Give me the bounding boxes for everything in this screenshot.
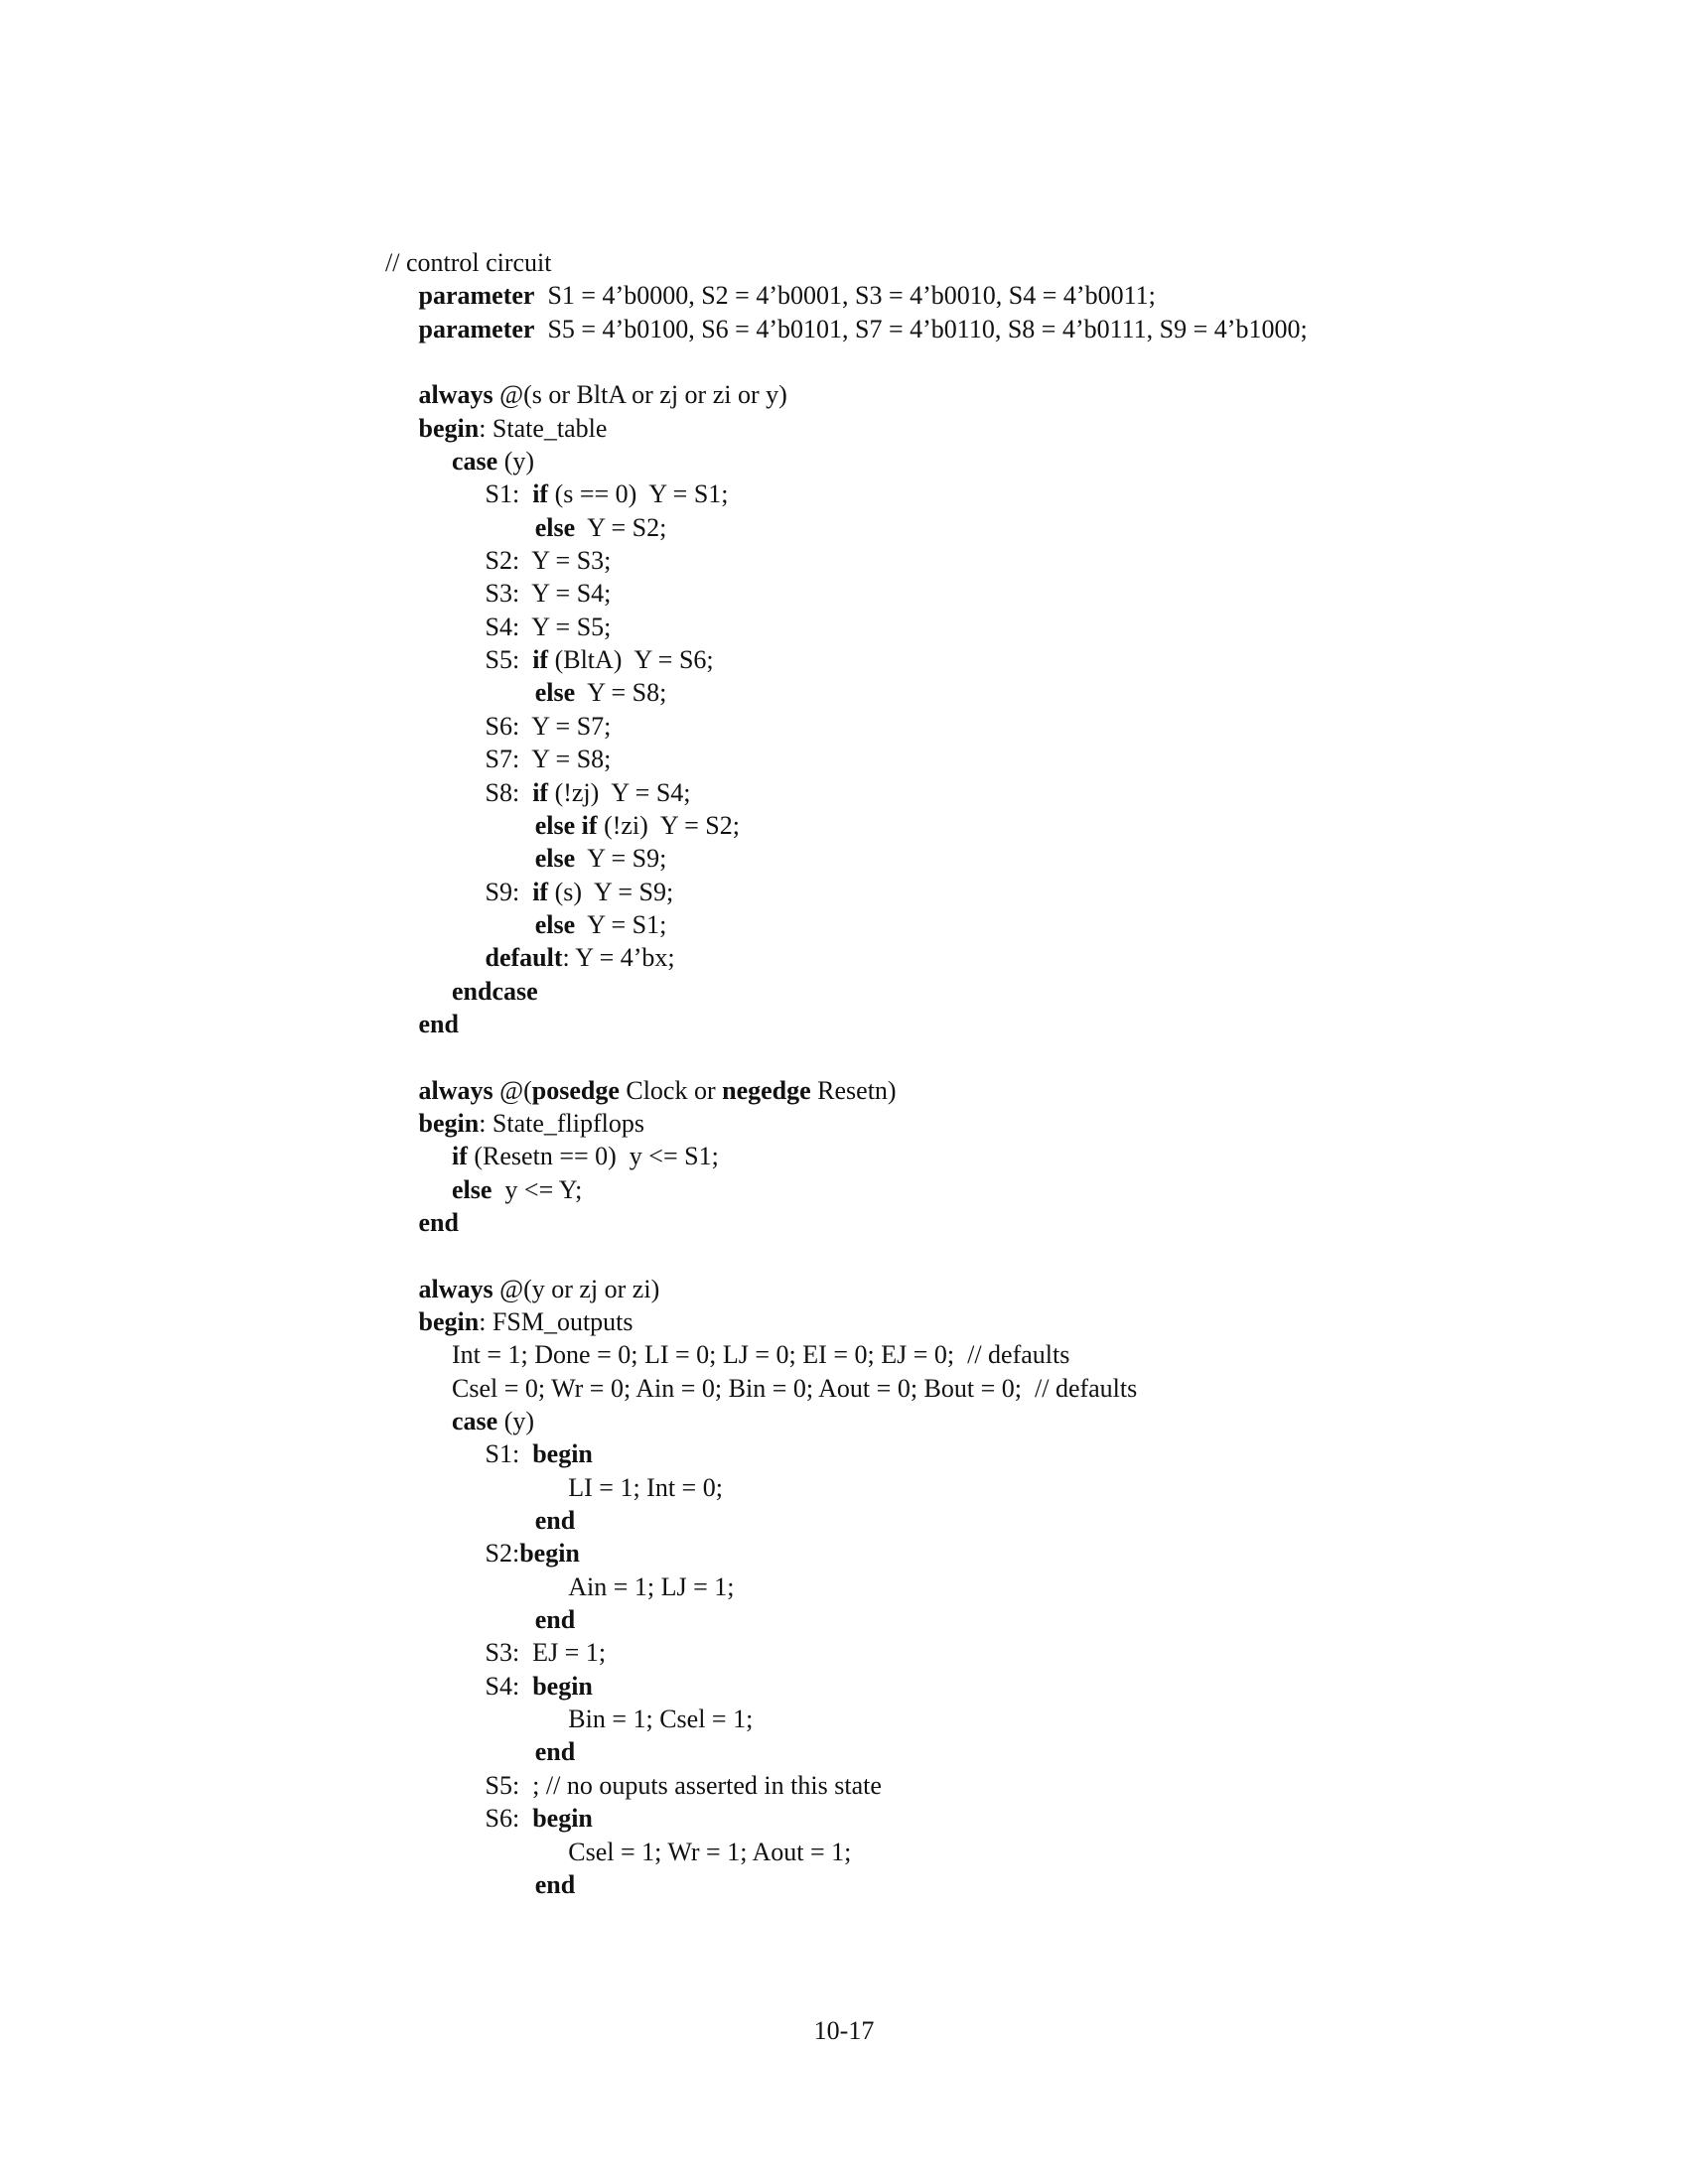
- code-keyword: else if: [534, 810, 598, 840]
- code-line: [385, 412, 1626, 445]
- code-text: (y): [497, 447, 535, 477]
- code-line: [385, 279, 1626, 312]
- code-line: [385, 1836, 1626, 1868]
- code-keyword: end: [534, 1737, 576, 1767]
- code-text: (!zj) Y = S4;: [548, 777, 691, 807]
- code-line: [385, 1703, 1626, 1735]
- code-line: [385, 1372, 1626, 1405]
- code-text: S1:: [485, 479, 533, 509]
- code-line: [385, 1239, 1626, 1272]
- code-text: Csel = 0; Wr = 0; Ain = 0; Bin = 0; Aout = 0; Bout = 0; // defaults: [452, 1373, 1138, 1403]
- code-keyword: if: [532, 645, 549, 675]
- code-keyword: always: [418, 1075, 493, 1105]
- code-keyword: endcase: [452, 976, 538, 1006]
- code-line: [385, 1338, 1626, 1371]
- code-line: [385, 1802, 1626, 1835]
- code-text: : Y = 4’bx;: [562, 943, 675, 973]
- code-line: [385, 611, 1626, 643]
- code-keyword: case: [452, 447, 498, 477]
- code-text: // control circuit: [385, 248, 552, 277]
- code-keyword: parameter: [418, 314, 535, 343]
- code-text: Y = S8;: [575, 678, 667, 708]
- code-text: @(y or zj or zi): [492, 1274, 660, 1303]
- code-line: [385, 1603, 1626, 1636]
- code-text: @(: [492, 1075, 532, 1105]
- code-keyword: begin: [418, 1108, 480, 1138]
- code-text: S9:: [485, 877, 533, 906]
- code-line: [385, 908, 1626, 941]
- code-line: [385, 1206, 1626, 1239]
- code-line: [385, 1504, 1626, 1537]
- code-keyword: default: [485, 943, 563, 973]
- code-line: [385, 1040, 1626, 1073]
- code-keyword: if: [532, 877, 549, 906]
- code-text: Y = S2;: [575, 512, 667, 542]
- code-line: [385, 809, 1626, 842]
- code-text: S3: Y = S4;: [485, 579, 612, 609]
- code-text: S8:: [485, 777, 533, 807]
- code-line: [385, 1173, 1626, 1206]
- code-keyword: begin: [418, 413, 480, 443]
- code-line: [385, 1008, 1626, 1040]
- code-keyword: else: [534, 909, 576, 939]
- code-text: S1 = 4’b0000, S2 = 4’b0001, S3 = 4’b0010, S4 = 4’b0011;: [534, 281, 1156, 311]
- code-keyword: else: [534, 512, 576, 542]
- code-line: [385, 1140, 1626, 1172]
- code-keyword: else: [452, 1174, 492, 1204]
- code-line: [385, 1305, 1626, 1338]
- code-text: S7: Y = S8;: [485, 745, 612, 774]
- code-line: [385, 313, 1626, 345]
- code-text: Bin = 1; Csel = 1;: [568, 1705, 754, 1734]
- code-text: S2: Y = S3;: [485, 546, 612, 576]
- code-line: [385, 478, 1626, 510]
- code-line: [385, 1570, 1626, 1603]
- code-keyword: case: [452, 1407, 498, 1436]
- code-keyword: if: [452, 1142, 468, 1171]
- code-text: Csel = 1; Wr = 1; Aout = 1;: [568, 1837, 852, 1866]
- code-text: Y = S9;: [575, 844, 667, 874]
- code-text: Resetn): [810, 1075, 897, 1105]
- code-keyword: end: [418, 1207, 459, 1237]
- code-line: [385, 544, 1626, 577]
- code-line: [385, 975, 1626, 1008]
- code-text: Ain = 1; LJ = 1;: [568, 1571, 735, 1601]
- page-number: 10-17: [813, 2016, 875, 2045]
- code-text: Y = S1;: [575, 909, 667, 939]
- code-text: : State_flipflops: [479, 1108, 645, 1138]
- code-text: LI = 1; Int = 0;: [568, 1472, 723, 1502]
- verilog-code-listing: [385, 246, 1626, 1901]
- code-line: [385, 345, 1626, 378]
- code-text: (s) Y = S9;: [548, 877, 674, 906]
- code-text: S3: EJ = 1;: [485, 1638, 607, 1668]
- code-keyword: end: [534, 1506, 576, 1536]
- code-line: [385, 710, 1626, 743]
- code-line: [385, 1868, 1626, 1901]
- code-keyword: parameter: [418, 281, 535, 311]
- code-keyword: posedge: [531, 1075, 620, 1105]
- code-text: : State_table: [479, 413, 608, 443]
- code-text: (BltA) Y = S6;: [548, 645, 714, 675]
- code-text: S5: ; // no ouputs asserted in this state: [485, 1770, 882, 1800]
- code-line: [385, 676, 1626, 709]
- code-text: S6: Y = S7;: [485, 711, 612, 741]
- code-keyword: begin: [418, 1307, 480, 1336]
- code-keyword: else: [534, 844, 576, 874]
- code-line: [385, 1437, 1626, 1470]
- code-text: Clock or: [619, 1075, 723, 1105]
- code-keyword: begin: [532, 1439, 593, 1469]
- code-line: [385, 445, 1626, 478]
- code-line: [385, 1670, 1626, 1703]
- code-text: (Resetn == 0) y <= S1;: [467, 1142, 719, 1171]
- code-text: S4:: [485, 1671, 533, 1701]
- code-keyword: begin: [532, 1804, 593, 1834]
- code-keyword: if: [532, 479, 549, 509]
- code-keyword: begin: [519, 1539, 580, 1569]
- code-keyword: else: [534, 678, 576, 708]
- code-text: (y): [497, 1407, 535, 1436]
- code-line: [385, 1636, 1626, 1669]
- code-text: : FSM_outputs: [479, 1307, 633, 1336]
- code-text: (s == 0) Y = S1;: [548, 479, 729, 509]
- code-line: [385, 643, 1626, 676]
- code-line: [385, 1107, 1626, 1140]
- code-keyword: always: [418, 1274, 493, 1303]
- code-text: S6:: [485, 1804, 533, 1834]
- code-line: [385, 1273, 1626, 1305]
- code-line: [385, 577, 1626, 610]
- code-line: [385, 1735, 1626, 1768]
- code-keyword: negedge: [722, 1075, 811, 1105]
- code-text: y <= Y;: [492, 1174, 583, 1204]
- code-line: [385, 776, 1626, 809]
- code-text: S2:: [485, 1539, 520, 1569]
- code-line: [385, 1471, 1626, 1504]
- code-text: S5 = 4’b0100, S6 = 4’b0101, S7 = 4’b0110, S8 = 4’b0111, S9 = 4’b1000;: [534, 314, 1308, 343]
- code-text: S5:: [485, 645, 533, 675]
- code-keyword: end: [534, 1869, 576, 1899]
- code-line: [385, 511, 1626, 544]
- code-line: [385, 378, 1626, 411]
- code-line: [385, 1537, 1626, 1570]
- code-line: [385, 842, 1626, 875]
- code-text: @(s or BltA or zj or zi or y): [492, 380, 787, 410]
- code-keyword: end: [534, 1605, 576, 1635]
- code-line: [385, 743, 1626, 775]
- code-keyword: always: [418, 380, 493, 410]
- code-keyword: end: [418, 1009, 459, 1038]
- code-text: S4: Y = S5;: [485, 612, 612, 641]
- code-line: [385, 246, 1626, 279]
- code-text: Int = 1; Done = 0; LI = 0; LJ = 0; EI = 0; EJ = 0; // defaults: [452, 1340, 1070, 1370]
- code-keyword: begin: [532, 1671, 593, 1701]
- code-line: [385, 1769, 1626, 1802]
- code-line: [385, 1405, 1626, 1437]
- code-text: (!zi) Y = S2;: [597, 810, 740, 840]
- code-line: [385, 941, 1626, 974]
- code-line: [385, 1074, 1626, 1107]
- code-line: [385, 876, 1626, 908]
- code-keyword: if: [532, 777, 549, 807]
- code-text: S1:: [485, 1439, 533, 1469]
